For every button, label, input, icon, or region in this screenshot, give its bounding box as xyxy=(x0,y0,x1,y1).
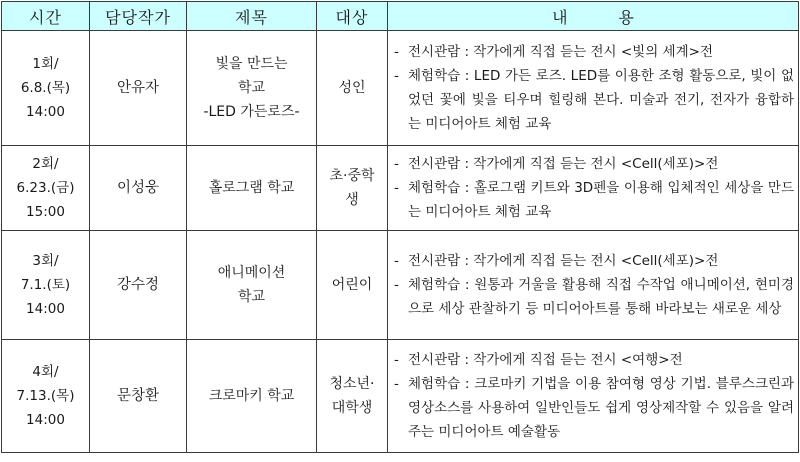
session-number: 1회/ xyxy=(32,56,59,72)
target-line: 어린이 xyxy=(331,277,373,293)
title-cell xyxy=(187,146,317,231)
header-time: 시간 xyxy=(2,2,90,31)
dash-marker: - xyxy=(394,376,399,392)
content-item xyxy=(394,176,794,224)
content-item xyxy=(394,348,794,372)
title-line: 애니메이션 xyxy=(217,265,286,281)
content-item-text: 체험학습 : LED 가든 로즈. LED를 이용한 조형 활동으로, 빛이 없었던 꽃에 빛을 티우며 힐링해 본다. 미술과 전기, 전자가 융합하는 미디어아트 체험 교육 xyxy=(408,68,794,132)
session-date: 6.8.(목) xyxy=(20,80,71,96)
header-content: 내 용 xyxy=(388,2,799,31)
title-cell xyxy=(187,231,317,340)
title-cell xyxy=(187,31,317,146)
dash-marker: - xyxy=(394,277,399,293)
session-date: 7.13.(목) xyxy=(16,388,75,404)
session-cell xyxy=(2,340,90,453)
content-item xyxy=(394,273,794,321)
dash-marker: - xyxy=(394,156,399,172)
table-row xyxy=(2,231,799,340)
content-item xyxy=(394,40,794,64)
title-cell xyxy=(187,340,317,453)
session-time: 14:00 xyxy=(26,412,65,428)
content-item-text: 전시관람 : 작가에게 직접 듣는 전시 <여행>전 xyxy=(408,352,683,368)
author-cell: 안유자 xyxy=(90,31,187,146)
table-row xyxy=(2,31,799,146)
content-item-text: 체험학습 : 크로마키 기법을 이용 참여형 영상 기법. 블루스크린과 영상소스를 사용하여 일반인들도 쉽게 영상제작할 수 있음을 알려주는 미디어아트 예술활동 xyxy=(408,376,794,440)
header-row xyxy=(2,2,799,31)
session-number: 2회/ xyxy=(32,156,59,172)
target-line: 생 xyxy=(345,192,359,208)
header-title: 제목 xyxy=(187,2,317,31)
table-row xyxy=(2,146,799,231)
author-cell: 강수정 xyxy=(90,231,187,340)
content-item-text: 체험학습 : 홀로그램 키트와 3D펜을 이용해 입체적인 세상을 만드는 미디어아트 체험 교육 xyxy=(408,180,794,220)
dash-marker: - xyxy=(394,352,399,368)
dash-marker: - xyxy=(394,180,399,196)
dash-marker: - xyxy=(394,253,399,269)
session-date: 7.1.(토) xyxy=(20,277,71,293)
title-line: 학교 xyxy=(237,80,266,96)
content-item xyxy=(394,64,794,136)
dash-marker: - xyxy=(394,68,399,84)
header-author: 담당작가 xyxy=(90,2,187,31)
author-cell: 이성웅 xyxy=(90,146,187,231)
content-item-text: 전시관람 : 작가에게 직접 듣는 전시 <빛의 세계>전 xyxy=(408,44,713,60)
title-line: 학교 xyxy=(237,289,266,305)
content-item-text: 전시관람 : 작가에게 직접 듣는 전시 <Cell(세포)>전 xyxy=(408,156,719,172)
title-line: 빛을 만드는 xyxy=(215,56,288,72)
author-cell: 문창환 xyxy=(90,340,187,453)
target-cell xyxy=(317,340,388,453)
content-cell xyxy=(388,146,799,231)
session-number: 3회/ xyxy=(32,253,59,269)
program-schedule-table xyxy=(1,1,799,453)
session-number: 4회/ xyxy=(32,364,59,380)
session-cell xyxy=(2,146,90,231)
session-date: 6.23.(금) xyxy=(16,180,75,196)
content-cell xyxy=(388,340,799,453)
target-line: 초·중학 xyxy=(329,168,375,184)
title-line: -LED 가든로즈- xyxy=(203,104,300,120)
dash-marker: - xyxy=(394,44,399,60)
session-time: 14:00 xyxy=(26,301,65,317)
session-time: 15:00 xyxy=(26,204,65,220)
content-cell xyxy=(388,231,799,340)
session-cell xyxy=(2,231,90,340)
target-cell xyxy=(317,146,388,231)
target-line: 성인 xyxy=(338,80,366,96)
title-line: 홀로그램 학교 xyxy=(208,180,295,196)
target-line: 대학생 xyxy=(331,400,373,416)
header-target: 대상 xyxy=(317,2,388,31)
content-item xyxy=(394,372,794,444)
session-cell xyxy=(2,31,90,146)
content-item-text: 전시관람 : 작가에게 직접 듣는 전시 <Cell(세포)>전 xyxy=(408,253,719,269)
target-line: 청소년· xyxy=(329,376,375,392)
content-item xyxy=(394,152,794,176)
content-item xyxy=(394,249,794,273)
session-time: 14:00 xyxy=(26,104,65,120)
target-cell xyxy=(317,31,388,146)
table-row xyxy=(2,340,799,453)
target-cell xyxy=(317,231,388,340)
title-line: 크로마키 학교 xyxy=(208,388,295,404)
content-item-text: 체험학습 : 원통과 거울을 활용해 직접 수작업 애니메이션, 현미경으로 세상 관찰하기 등 미디어아트를 통해 바라보는 새로운 세상 xyxy=(408,277,794,317)
content-cell xyxy=(388,31,799,146)
